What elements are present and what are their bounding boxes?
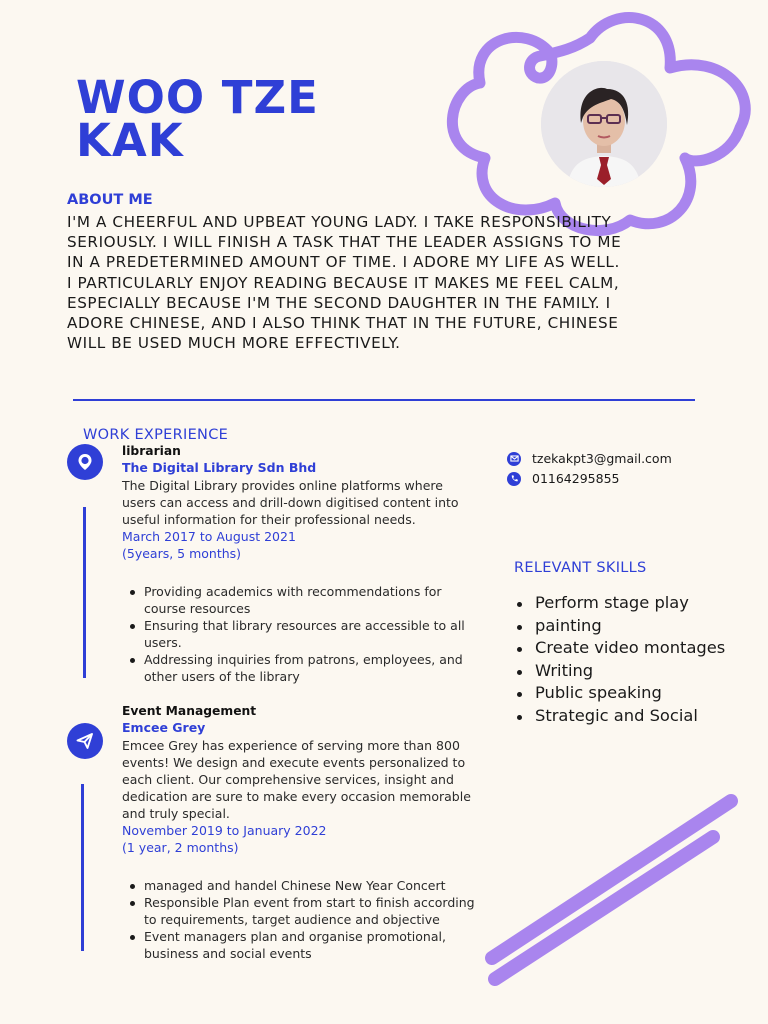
list-item: Addressing inquiries from patrons, employees, and other users of the library bbox=[122, 651, 474, 685]
job-entry-2 bbox=[122, 704, 480, 856]
job-bullets-1 bbox=[122, 583, 474, 685]
list-item: Ensuring that library resources are accessible to all users. bbox=[122, 617, 474, 651]
skill-item: Strategic and Social bbox=[514, 705, 754, 728]
job-duration: (5years, 5 months) bbox=[122, 546, 242, 561]
job-duration: (1 year, 2 months) bbox=[122, 840, 239, 855]
job-company: The Digital Library Sdn Bhd bbox=[122, 460, 317, 475]
skills-list bbox=[514, 592, 754, 728]
name-line-2: KAK bbox=[76, 114, 184, 167]
about-heading: ABOUT ME bbox=[67, 192, 153, 208]
job-description: The Digital Library provides online platforms where users can access and drill-down digitised content into useful information for their professional needs. bbox=[122, 478, 459, 527]
contact-email bbox=[507, 451, 672, 466]
skill-item: painting bbox=[514, 615, 754, 638]
phone-text: 01164295855 bbox=[532, 471, 620, 486]
list-item: Providing academics with recommendations for course resources bbox=[122, 583, 474, 617]
list-item: managed and handel Chinese New Year Concert bbox=[122, 877, 480, 894]
timeline-line-1 bbox=[83, 507, 86, 678]
about-text: I'M A CHEERFUL AND UPBEAT YOUNG LADY. I TAKE RESPONSIBILITY SERIOUSLY. I WILL FINISH A TASK THAT THE LEADER ASSIGNS TO ME IN A PREDETERMINED AMOUNT OF TIME. I ADORE MY LIFE AS WELL. I PARTICULARLY ENJOY READING BECAUSE IT MAKES ME FEEL CALM, ESPECIALLY BECAUSE I'M THE SECOND DAUGHTER IN THE FAMILY. I ADORE CHINESE, AND I ALSO THINK THAT IN THE FUTURE, CHINESE WILL BE USED MUCH MORE EFFECTIVELY. bbox=[67, 213, 622, 353]
work-experience-heading: WORK EXPERIENCE bbox=[83, 427, 229, 443]
contact-phone bbox=[507, 471, 619, 486]
job-title: Event Management bbox=[122, 704, 257, 718]
skill-item: Create video montages bbox=[514, 637, 754, 660]
skill-item: Perform stage play bbox=[514, 592, 754, 615]
send-plane-icon bbox=[67, 723, 103, 759]
skill-item: Writing bbox=[514, 660, 754, 683]
location-pin-icon bbox=[67, 444, 103, 480]
mail-icon bbox=[507, 452, 521, 466]
section-divider bbox=[73, 399, 695, 401]
job-dates: November 2019 to January 2022 bbox=[122, 823, 327, 838]
profile-photo bbox=[541, 61, 667, 187]
job-company: Emcee Grey bbox=[122, 720, 206, 735]
skill-item: Public speaking bbox=[514, 682, 754, 705]
list-item: Responsible Plan event from start to finish according to requirements, target audience and objective bbox=[122, 894, 480, 928]
job-entry-1 bbox=[122, 444, 474, 562]
stripe-decoration bbox=[470, 780, 760, 990]
job-description: Emcee Grey has experience of serving more than 800 events! We design and execute events personalized to each client. Our comprehensive services, insight and dedication are sure to make every occasion memorable and truly special. bbox=[122, 738, 471, 821]
name-line-1: WOO TZE bbox=[76, 71, 319, 124]
job-bullets-2 bbox=[122, 877, 480, 962]
timeline-line-2 bbox=[81, 784, 84, 951]
person-name bbox=[76, 71, 436, 167]
email-text: tzekakpt3@gmail.com bbox=[532, 451, 672, 466]
skills-heading: RELEVANT SKILLS bbox=[514, 560, 647, 576]
phone-icon bbox=[507, 472, 521, 486]
job-dates: March 2017 to August 2021 bbox=[122, 529, 296, 544]
list-item: Event managers plan and organise promotional, business and social events bbox=[122, 928, 480, 962]
job-title: librarian bbox=[122, 444, 181, 458]
